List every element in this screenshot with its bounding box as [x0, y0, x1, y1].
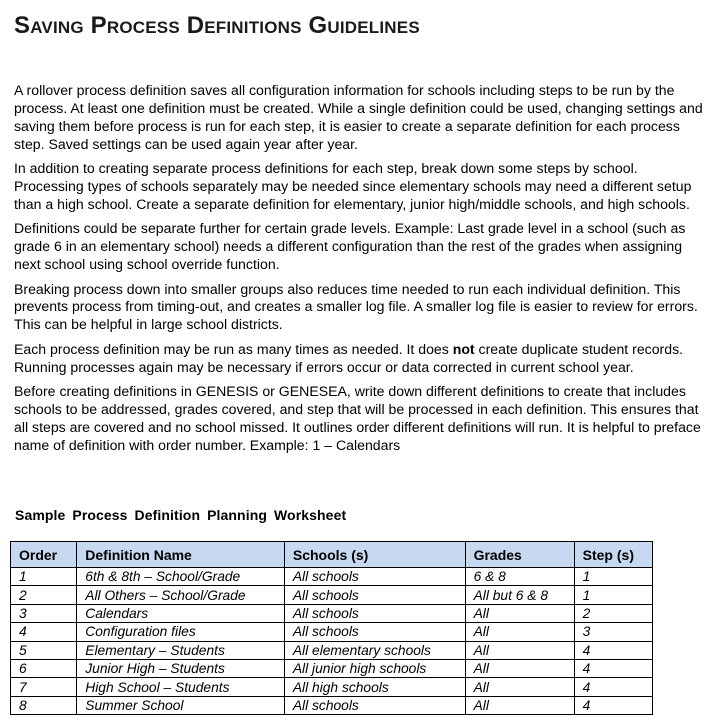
- schools-cell: All schools: [284, 568, 465, 586]
- schools-cell: All junior high schools: [284, 659, 465, 677]
- worksheet-table: [10, 541, 653, 715]
- schools-cell: All schools: [284, 623, 465, 641]
- column-header-grades: Grades: [465, 542, 574, 568]
- grades-cell: All: [465, 641, 574, 659]
- table-row: [11, 696, 653, 714]
- grades-cell: All: [465, 659, 574, 677]
- paragraph-3: Definitions could be separate further for certain grade levels. Example: Last grade level in a school (such as grade 6 in an elementary school) needs a different configuration than the rest of the grades when assigning next school using school override function.: [14, 220, 686, 273]
- table-row: [11, 586, 653, 604]
- paragraph-4: Breaking process down into smaller groups also reduces time needed to run each individual definition. This prevents process from timing-out, and creates a smaller log file. A smaller log file is easier to review for errors. This can be helpful in large school districts.: [14, 280, 698, 333]
- table-row: [11, 623, 653, 641]
- paragraph-5: [14, 341, 704, 377]
- paragraph-1: A rollover process definition saves all configuration information for schools including steps to be run by the process. At least one definition must be created. While a single definition could be used, changing settings and saving them before process is run for each step, it is easier to create a separate definition for each process step. Saved settings can be used again year after year.: [14, 82, 703, 152]
- order-cell: 1: [11, 568, 77, 586]
- order-cell: 3: [11, 604, 77, 622]
- order-cell: 2: [11, 586, 77, 604]
- table-row: [11, 641, 653, 659]
- grades-cell: All: [465, 604, 574, 622]
- definition-name-cell: Summer School: [77, 696, 285, 714]
- column-header-definition-name: Definition Name: [77, 542, 285, 568]
- order-cell: 5: [11, 641, 77, 659]
- table-row: [11, 678, 653, 696]
- order-cell: 8: [11, 696, 77, 714]
- grades-cell: All but 6 & 8: [465, 586, 574, 604]
- table-row: [11, 604, 653, 622]
- table-body: [11, 568, 653, 715]
- definition-name-cell: High School – Students: [77, 678, 285, 696]
- definition-name-cell: Junior High – Students: [77, 659, 285, 677]
- worksheet-title: Sample Process Definition Planning Worksheet: [15, 507, 347, 523]
- steps-cell: 1: [574, 568, 652, 586]
- definition-name-cell: Configuration files: [77, 623, 285, 641]
- column-header-schools: Schools (s): [284, 542, 465, 568]
- grades-cell: All: [465, 678, 574, 696]
- steps-cell: 4: [574, 641, 652, 659]
- order-cell: 7: [11, 678, 77, 696]
- schools-cell: All schools: [284, 696, 465, 714]
- column-header-order: Order: [11, 542, 77, 568]
- steps-cell: 4: [574, 696, 652, 714]
- paragraph-2: In addition to creating separate process definitions for each step, break down some steps by school. Processing types of schools separately may be needed since elementary schools may need a different setup than a high school. Create a separate definition for elementary, junior high/middle schools, and high schools.: [14, 160, 692, 212]
- paragraph-5-end: create duplicate student records. Running processes again may be necessary if errors occur or data corrected in current school year.: [14, 340, 684, 375]
- table-row: [11, 659, 653, 677]
- steps-cell: 2: [574, 604, 652, 622]
- table-header-row: [11, 542, 653, 568]
- grades-cell: 6 & 8: [465, 568, 574, 586]
- paragraph-6: Before creating definitions in GENESIS or GENESEA, write down different definitions to create that includes schools to be addressed, grades covered, and step that will be processed in each definition. This ensures that all steps are covered and no school missed. It outlines order different definitions will run. It is helpful to preface name of definition with order number. Example: 1 – Calendars: [14, 383, 701, 453]
- grades-cell: All: [465, 696, 574, 714]
- schools-cell: All elementary schools: [284, 641, 465, 659]
- steps-cell: 1: [574, 586, 652, 604]
- table-row: [11, 568, 653, 586]
- order-cell: 4: [11, 623, 77, 641]
- definition-name-cell: Calendars: [77, 604, 285, 622]
- paragraph-5-start: Each process definition may be run as many times as needed. It does: [14, 340, 453, 357]
- schools-cell: All schools: [284, 604, 465, 622]
- schools-cell: All high schools: [284, 678, 465, 696]
- emphasis-not: not: [452, 340, 475, 357]
- definition-name-cell: Elementary – Students: [77, 641, 285, 659]
- grades-cell: All: [465, 623, 574, 641]
- definition-name-cell: 6th & 8th – School/Grade: [77, 568, 285, 586]
- steps-cell: 4: [574, 659, 652, 677]
- definition-name-cell: All Others – School/Grade: [77, 586, 285, 604]
- body-text: [14, 82, 704, 461]
- steps-cell: 3: [574, 623, 652, 641]
- steps-cell: 4: [574, 678, 652, 696]
- page-title: Saving Process Definitions Guidelines: [14, 12, 420, 39]
- column-header-steps: Step (s): [574, 542, 652, 568]
- schools-cell: All schools: [284, 586, 465, 604]
- order-cell: 6: [11, 659, 77, 677]
